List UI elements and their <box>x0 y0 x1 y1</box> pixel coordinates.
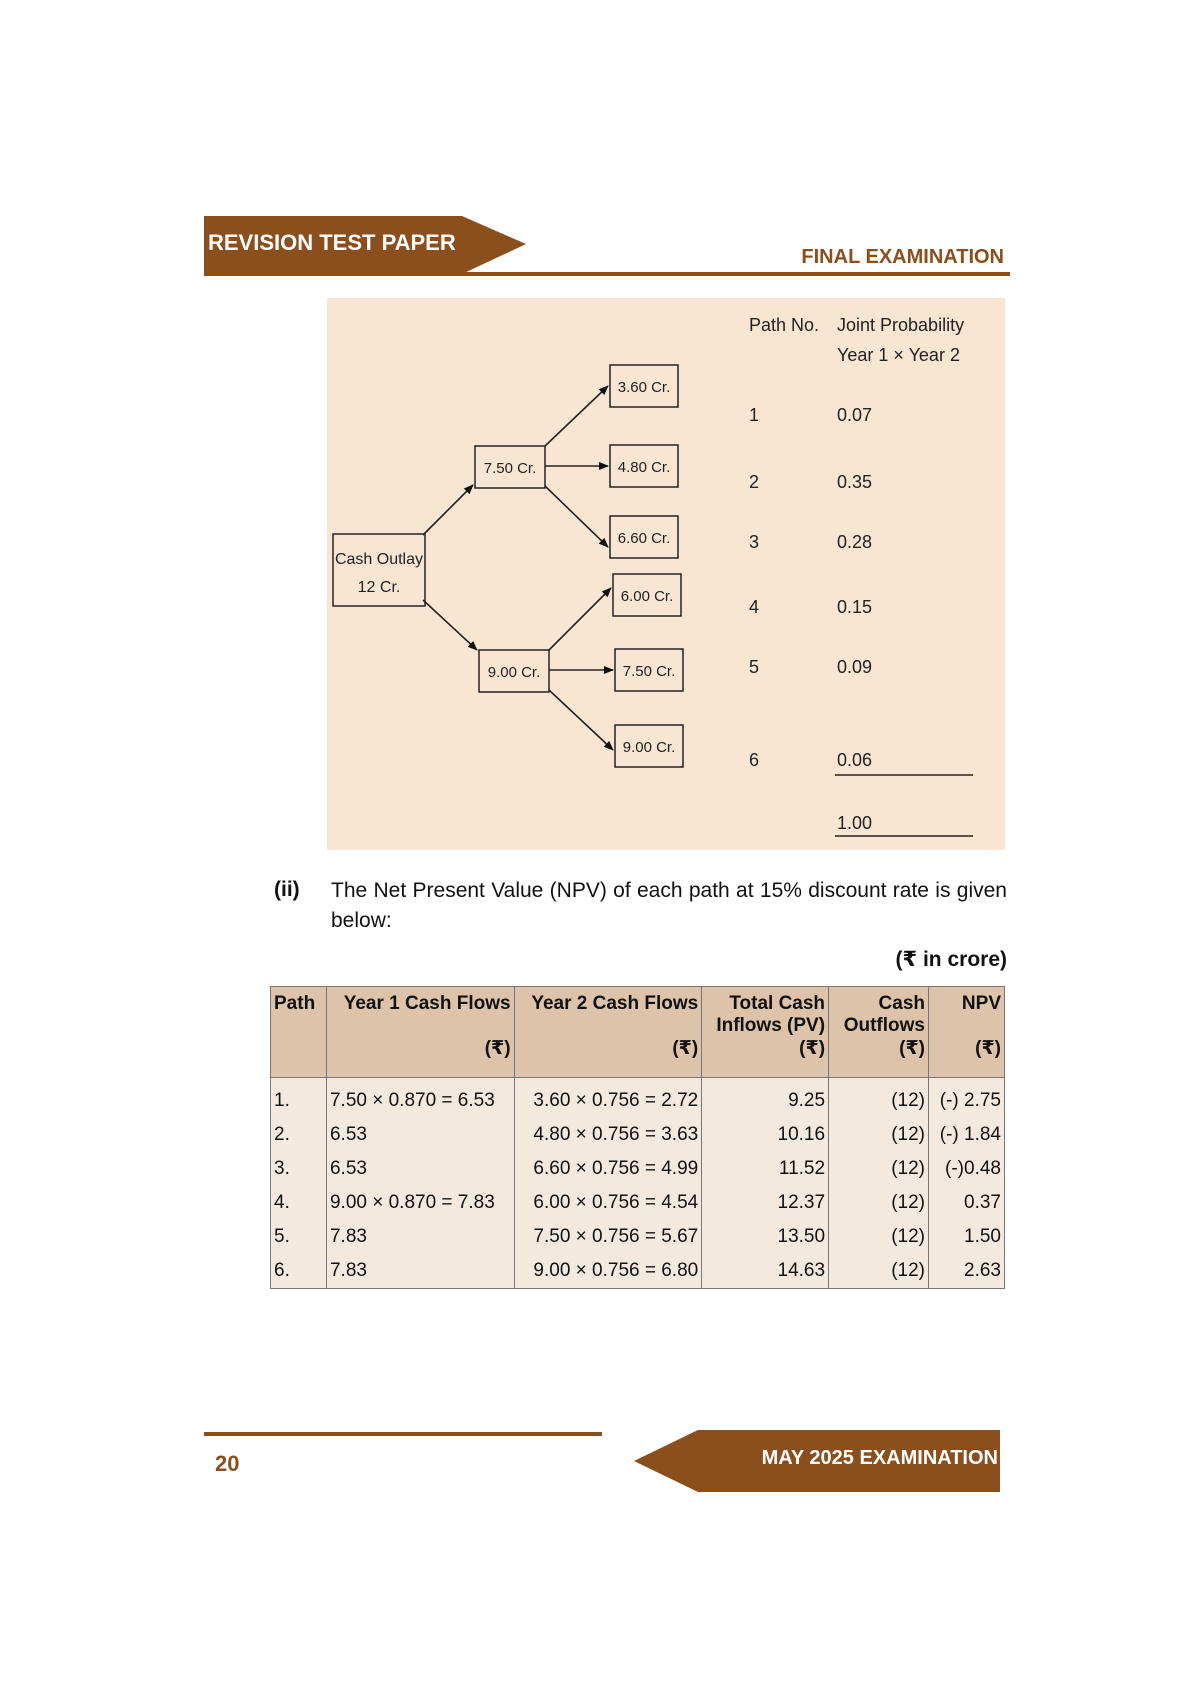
joint-prob-header-1: Joint Probability <box>837 315 965 335</box>
cell-year1: 7.50 × 0.870 = 6.53 <box>326 1078 514 1119</box>
tree-node-year1-b-label: 9.00 Cr. <box>487 664 541 681</box>
tree-node-year2-4-label: 6.00 Cr. <box>620 588 674 605</box>
joint-prob-total: 1.00 <box>837 813 873 833</box>
cell-outflow: (12) <box>829 1118 929 1152</box>
cell-outflow: (12) <box>829 1220 929 1254</box>
cell-path: 6. <box>271 1254 327 1289</box>
cell-npv: 1.50 <box>929 1220 1005 1254</box>
paragraph-number: (ii) <box>274 878 300 901</box>
header-divider <box>204 272 1010 276</box>
joint-prob-6: 0.06 <box>837 750 873 770</box>
connector-y1a-to-1 <box>545 386 608 446</box>
paragraph-text: The Net Present Value (NPV) of each path at 15% discount rate is given below: <box>331 879 1007 932</box>
connector-y1b-to-4 <box>549 588 611 650</box>
table-row <box>271 1220 1005 1254</box>
cell-total: 13.50 <box>702 1220 829 1254</box>
cell-npv: (-) 2.75 <box>929 1078 1005 1119</box>
tree-root-label-2: 12 Cr. <box>357 579 401 596</box>
joint-prob-header-2: Year 1 × Year 2 <box>837 345 960 365</box>
path-no-2: 2 <box>749 472 760 492</box>
table-row <box>271 1078 1005 1119</box>
joint-prob-3: 0.28 <box>837 532 873 552</box>
tree-node-year2-6-label: 9.00 Cr. <box>622 739 676 756</box>
cell-year2: 3.60 × 0.756 = 2.72 <box>514 1078 702 1119</box>
cell-total: 11.52 <box>702 1152 829 1186</box>
col-header-cash-outflows: Cash Outflows (₹) <box>829 987 929 1078</box>
path-no-3: 3 <box>749 532 760 552</box>
cell-path: 2. <box>271 1118 327 1152</box>
page-number: 20 <box>215 1451 240 1476</box>
cell-total: 12.37 <box>702 1186 829 1220</box>
col-header-year1: Year 1 Cash Flows (₹) <box>326 987 514 1078</box>
path-no-5: 5 <box>749 657 760 677</box>
tree-node-year1-a-label: 7.50 Cr. <box>483 460 537 477</box>
tree-node-year2-3-label: 6.60 Cr. <box>617 530 671 547</box>
path-no-header: Path No. <box>749 315 820 335</box>
path-no-6: 6 <box>749 750 760 770</box>
connector-y1a-to-3 <box>545 486 608 547</box>
footer-divider <box>204 1432 602 1436</box>
joint-prob-4: 0.15 <box>837 597 873 617</box>
cell-year2: 4.80 × 0.756 = 3.63 <box>514 1118 702 1152</box>
connector-root-to-y1b <box>423 600 477 650</box>
cell-npv: (-)0.48 <box>929 1152 1005 1186</box>
cell-year1: 9.00 × 0.870 = 7.83 <box>326 1186 514 1220</box>
joint-prob-1: 0.07 <box>837 405 873 425</box>
cell-path: 4. <box>271 1186 327 1220</box>
cell-outflow: (12) <box>829 1186 929 1220</box>
header-banner-label: REVISION TEST PAPER <box>208 230 456 255</box>
cell-year1: 6.53 <box>326 1152 514 1186</box>
cell-year2: 6.00 × 0.756 = 4.54 <box>514 1186 702 1220</box>
cell-year1: 7.83 <box>326 1220 514 1254</box>
npv-table <box>270 986 1005 1289</box>
unit-note: (₹ in crore) <box>895 948 1007 971</box>
header-exam-label: FINAL EXAMINATION <box>801 246 1004 268</box>
cell-outflow: (12) <box>829 1152 929 1186</box>
cell-path: 1. <box>271 1078 327 1119</box>
cell-year1: 7.83 <box>326 1254 514 1289</box>
col-header-path: Path <box>271 987 327 1078</box>
npv-table-header-row <box>271 987 1005 1078</box>
cell-total: 10.16 <box>702 1118 829 1152</box>
footer-banner <box>634 1430 1000 1492</box>
joint-prob-2: 0.35 <box>837 472 873 492</box>
path-no-1: 1 <box>749 405 760 425</box>
tree-node-year2-2-label: 4.80 Cr. <box>617 459 671 476</box>
path-no-4: 4 <box>749 597 760 617</box>
connector-root-to-y1a <box>423 485 473 535</box>
cell-path: 3. <box>271 1152 327 1186</box>
tree-node-year2-1-label: 3.60 Cr. <box>617 379 671 396</box>
cell-outflow: (12) <box>829 1078 929 1119</box>
cell-total: 9.25 <box>702 1078 829 1119</box>
cell-year2: 7.50 × 0.756 = 5.67 <box>514 1220 702 1254</box>
cell-npv: 2.63 <box>929 1254 1005 1289</box>
tree-node-year2-5-label: 7.50 Cr. <box>622 663 676 680</box>
cell-year2: 9.00 × 0.756 = 6.80 <box>514 1254 702 1289</box>
cell-path: 5. <box>271 1220 327 1254</box>
decision-tree-diagram <box>327 298 1005 850</box>
col-header-total-inflows: Total Cash Inflows (PV) (₹) <box>702 987 829 1078</box>
table-row <box>271 1186 1005 1220</box>
cell-npv: 0.37 <box>929 1186 1005 1220</box>
tree-connectors <box>423 386 613 750</box>
cell-total: 14.63 <box>702 1254 829 1289</box>
decision-tree-panel <box>327 298 1005 850</box>
footer-exam-label: MAY 2025 EXAMINATION <box>761 1447 998 1469</box>
table-row <box>271 1152 1005 1186</box>
joint-prob-5: 0.09 <box>837 657 873 677</box>
col-header-npv: NPV (₹) <box>929 987 1005 1078</box>
cell-year2: 6.60 × 0.756 = 4.99 <box>514 1152 702 1186</box>
tree-root-label-1: Cash Outlay <box>334 551 424 568</box>
col-header-year2: Year 2 Cash Flows (₹) <box>514 987 702 1078</box>
table-row <box>271 1118 1005 1152</box>
table-row <box>271 1254 1005 1289</box>
header-banner <box>204 216 526 274</box>
cell-year1: 6.53 <box>326 1118 514 1152</box>
cell-npv: (-) 1.84 <box>929 1118 1005 1152</box>
connector-y1b-to-6 <box>549 690 613 750</box>
cell-outflow: (12) <box>829 1254 929 1289</box>
